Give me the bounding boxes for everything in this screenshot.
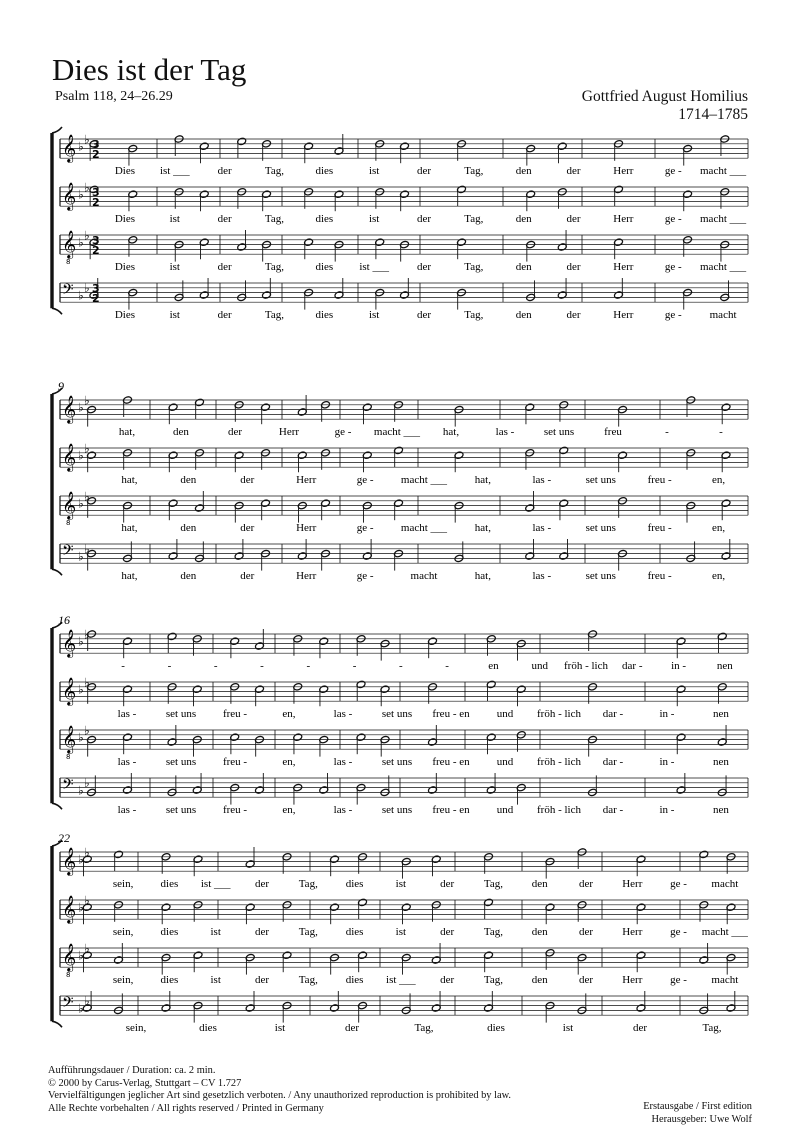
lyric-syllable: der	[344, 1022, 360, 1035]
lyric-syllable: macht ___	[700, 213, 747, 226]
lyric-syllable: dies	[199, 1022, 217, 1035]
lyric-syllable: set uns	[585, 474, 616, 487]
lyric-syllable: Tag,	[464, 261, 484, 274]
treble-clef: 𝄞	[62, 629, 77, 657]
lyric-syllable: en,	[711, 570, 726, 583]
lyric-syllable: Herr	[622, 974, 643, 987]
lyric-syllable: Herr	[613, 309, 634, 322]
lyric-syllable: las -	[117, 756, 137, 769]
lyric-syllable: der	[240, 522, 255, 535]
lyric-syllable: fröh - lich	[537, 804, 581, 817]
bracket-bottom-hook	[52, 803, 62, 809]
lyric-syllable: en,	[711, 522, 726, 535]
composer-name: Gottfried August Homilius	[581, 88, 748, 105]
lyric-syllable: Dies	[114, 165, 136, 178]
lyric-syllable: Tag,	[264, 261, 285, 274]
lyric-syllable: set uns	[381, 804, 413, 817]
lyric-syllable: macht	[410, 570, 438, 583]
lyric-syllable: ge -	[664, 165, 682, 178]
treble-clef: 𝄞	[62, 943, 77, 971]
lyric-syllable: freu - en	[432, 756, 470, 769]
measure-number: 16	[58, 613, 70, 627]
lyric-syllable: las -	[532, 570, 552, 583]
lyric-syllable: hat,	[118, 426, 136, 439]
lyric-syllable: der	[254, 974, 270, 987]
lyric-syllable: ge -	[356, 522, 374, 535]
lyric-syllable: der	[416, 213, 432, 226]
staff-voice-4	[60, 991, 748, 1034]
lyric-syllable: den	[531, 974, 548, 987]
lyric-syllable: las -	[495, 426, 515, 439]
lyric-syllable: hat,	[474, 570, 492, 583]
lyric-syllable: ge -	[664, 213, 682, 226]
measure-number: 22	[58, 831, 70, 845]
key-flat: ♭	[78, 1001, 84, 1016]
staff-voice-4	[60, 539, 748, 582]
lyric-syllable: Tag,	[483, 974, 503, 987]
lyric-syllable: las -	[117, 804, 137, 817]
lyric-syllable: -	[260, 660, 264, 673]
key-flat: ♭	[78, 900, 84, 915]
treble-clef: 𝄞	[62, 847, 77, 875]
lyric-syllable: hat,	[121, 522, 138, 535]
key-flat: ♭	[84, 941, 90, 956]
footer-editor: Herausgeber: Uwe Wolf	[651, 1113, 752, 1125]
lyric-syllable: der	[240, 570, 255, 583]
key-flat: ♭	[84, 281, 90, 296]
time-signature-top: 3	[92, 282, 100, 295]
footer-right	[643, 1101, 752, 1126]
lyric-syllable: den	[180, 522, 197, 535]
lyric-syllable: dies	[160, 926, 179, 939]
lyric-syllable: dies	[315, 165, 334, 178]
lyric-syllable: den	[180, 474, 197, 487]
time-signature-top: 3	[92, 138, 100, 151]
bracket-top-hook	[52, 127, 62, 133]
lyric-syllable: Herr	[278, 426, 300, 439]
lyric-syllable: las -	[117, 708, 137, 721]
lyric-syllable: den	[515, 261, 532, 274]
lyric-syllable: den	[180, 570, 197, 583]
lyric-syllable: sein,	[112, 926, 134, 939]
lyric-syllable: fröh - lich	[537, 756, 581, 769]
treble-clef: 𝄞	[62, 182, 77, 210]
key-flat: ♭	[84, 723, 90, 738]
lyric-syllable: dar -	[602, 804, 624, 817]
lyric-syllable: ist	[368, 309, 380, 322]
time-signature-top: 3	[92, 234, 100, 247]
lyric-syllable: freu -	[647, 522, 672, 535]
psalm-reference: Psalm 118, 24–26.29	[55, 89, 173, 104]
lyric-syllable: dies	[315, 261, 334, 274]
lyric-syllable: der	[578, 926, 594, 939]
footer-edition: Erstausgabe / First edition	[643, 1101, 752, 1112]
lyric-syllable: der	[578, 974, 594, 987]
lyric-syllable: Tag,	[702, 1022, 722, 1035]
lyric-syllable: den	[531, 926, 548, 939]
lyric-syllable: -	[399, 660, 403, 673]
bracket-bottom-hook	[52, 569, 62, 575]
lyric-syllable: en,	[282, 756, 296, 769]
lyric-syllable: ist	[169, 261, 180, 274]
staff-voice-3	[60, 489, 748, 534]
lyric-syllable: set uns	[165, 804, 197, 817]
lyric-syllable: Tag,	[464, 165, 484, 178]
staff-voice-1	[60, 393, 748, 438]
lyric-syllable: las -	[532, 474, 552, 487]
lyric-syllable: hat,	[474, 522, 492, 535]
composer-dates: 1714–1785	[678, 106, 748, 123]
key-flat: ♭	[84, 132, 90, 147]
treble-clef: 𝄞	[62, 395, 77, 423]
lyric-syllable: Tag,	[298, 974, 318, 987]
key-flat: ♭	[84, 489, 90, 504]
lyric-syllable: las -	[333, 804, 353, 817]
lyric-syllable: in -	[659, 756, 675, 769]
lyric-syllable: set uns	[543, 426, 575, 439]
lyric-syllable: macht ___	[700, 261, 747, 274]
lyric-syllable: der	[566, 165, 581, 178]
treble-clef: 𝄞	[62, 230, 77, 258]
lyric-syllable: der	[416, 165, 432, 178]
lyric-syllable: set uns	[381, 708, 413, 721]
bracket-bottom-hook	[52, 1021, 62, 1027]
lyric-syllable: Herr	[296, 474, 317, 487]
lyric-syllable: dar -	[622, 660, 643, 673]
lyric-syllable: ist	[274, 1022, 286, 1035]
lyric-syllable: dies	[160, 974, 179, 987]
lyric-syllable: hat,	[121, 570, 138, 583]
key-flat: ♭	[78, 400, 84, 415]
lyric-syllable: freu -	[647, 474, 672, 487]
lyric-syllable: -	[213, 660, 218, 673]
treble-clef: 𝄞	[62, 443, 77, 471]
lyric-syllable: ge -	[664, 309, 682, 322]
lyric-syllable: in -	[659, 804, 675, 817]
lyric-syllable: den	[515, 165, 532, 178]
lyric-syllable: Dies	[114, 261, 136, 274]
lyric-syllable: -	[306, 660, 311, 673]
lyric-syllable: nen	[713, 804, 729, 817]
lyric-syllable: freu -	[222, 756, 248, 769]
key-flat: ♭	[78, 187, 84, 202]
bass-clef: 𝄢	[62, 776, 74, 797]
lyric-syllable: Tag,	[298, 878, 318, 891]
key-flat: ♭	[84, 393, 90, 408]
lyric-syllable: der	[566, 261, 581, 274]
lyric-syllable: nen	[713, 756, 729, 769]
key-flat: ♭	[78, 852, 84, 867]
key-flat: ♭	[84, 441, 90, 456]
bass-clef: 𝄢	[62, 542, 74, 563]
lyric-syllable: in -	[659, 708, 675, 721]
lyric-syllable: den	[515, 309, 532, 322]
lyric-syllable: las -	[532, 522, 552, 535]
lyric-syllable: -	[352, 660, 357, 673]
lyric-syllable: der	[440, 974, 455, 987]
lyric-syllable: nen	[713, 708, 729, 721]
lyric-syllable: der	[217, 261, 232, 274]
footer-rights: Alle Rechte vorbehalten / All rights reserved / Printed in Germany	[48, 1102, 324, 1114]
lyric-syllable: Tag,	[264, 165, 285, 178]
key-flat: ♭	[78, 948, 84, 963]
lyric-syllable: der	[217, 213, 232, 226]
lyric-syllable: ist ___	[359, 261, 389, 274]
lyric-syllable: der	[566, 309, 581, 322]
lyric-syllable: dies	[160, 878, 179, 891]
system-1	[52, 127, 748, 321]
lyric-syllable: Herr	[622, 926, 643, 939]
octave-marker: 8	[66, 971, 71, 980]
lyric-syllable: macht	[711, 878, 739, 891]
lyric-syllable: set uns	[381, 756, 413, 769]
lyric-syllable: freu -	[222, 804, 248, 817]
lyric-syllable: en	[488, 660, 499, 673]
lyric-syllable: Tag,	[483, 926, 503, 939]
lyric-syllable: set uns	[585, 570, 616, 583]
lyric-syllable: ist	[169, 213, 180, 226]
lyric-syllable: ge -	[664, 261, 682, 274]
lyric-syllable: und	[496, 708, 514, 721]
system-3	[52, 613, 748, 816]
lyric-syllable: macht ___	[400, 474, 448, 487]
lyric-syllable: macht	[709, 309, 737, 322]
footer-reproduction-notice: Vervielfältigungen jeglicher Art sind gesetzlich verboten. / Any unauthorized reproduction is prohibited by law.	[48, 1090, 512, 1102]
lyric-syllable: -	[719, 426, 723, 439]
lyric-syllable: Tag,	[264, 309, 285, 322]
lyric-syllable: sein,	[112, 974, 134, 987]
lyric-syllable: der	[217, 309, 232, 322]
lyric-syllable: macht	[711, 974, 739, 987]
lyric-syllable: Tag,	[483, 878, 503, 891]
lyric-syllable: Herr	[296, 570, 317, 583]
lyric-syllable: hat,	[121, 474, 138, 487]
lyric-syllable: Herr	[296, 522, 317, 535]
treble-clef: 𝄞	[62, 725, 77, 753]
lyric-syllable: ist	[395, 926, 407, 939]
lyric-syllable: den	[531, 878, 548, 891]
lyric-syllable: Herr	[613, 165, 634, 178]
lyric-syllable: ist	[395, 878, 407, 891]
lyric-syllable: ist	[210, 926, 221, 939]
lyric-syllable: Tag,	[464, 213, 484, 226]
lyric-syllable: Tag,	[298, 926, 318, 939]
time-signature-bottom: 2	[92, 292, 100, 305]
octave-marker: 8	[66, 753, 71, 762]
lyric-syllable: dies	[315, 213, 334, 226]
staff-voice-1	[60, 845, 748, 890]
lyric-syllable: ge -	[670, 926, 687, 939]
lyric-syllable: macht ___	[400, 522, 448, 535]
staff-voice-3	[60, 723, 748, 768]
key-flat: ♭	[78, 496, 84, 511]
lyric-syllable: hat,	[442, 426, 460, 439]
staff-voice-2	[60, 180, 748, 225]
lyric-syllable: dar -	[602, 708, 624, 721]
staff-voice-2	[60, 441, 748, 486]
key-flat: ♭	[78, 549, 84, 564]
key-flat: ♭	[84, 542, 90, 557]
lyric-syllable: fröh - lich	[537, 708, 581, 721]
staff-voice-2	[60, 675, 748, 720]
lyric-syllable: der	[416, 309, 432, 322]
key-flat: ♭	[78, 235, 84, 250]
lyric-syllable: ist	[562, 1022, 574, 1035]
key-flat: ♭	[84, 180, 90, 195]
lyric-syllable: sein,	[112, 878, 134, 891]
lyric-syllable: -	[167, 660, 172, 673]
time-signature-bottom: 2	[92, 196, 100, 209]
lyric-syllable: der	[440, 926, 455, 939]
lyric-syllable: freu	[604, 426, 622, 439]
key-flat: ♭	[78, 288, 84, 303]
treble-clef: 𝄞	[62, 895, 77, 923]
lyric-syllable: ge -	[356, 570, 374, 583]
lyric-syllable: en,	[282, 804, 296, 817]
lyric-syllable: den	[173, 426, 189, 439]
lyric-syllable: dar -	[602, 756, 624, 769]
octave-marker: 8	[66, 258, 71, 267]
lyric-syllable: macht ___	[373, 426, 421, 439]
lyric-syllable: in -	[671, 660, 687, 673]
lyric-syllable: hat,	[474, 474, 492, 487]
lyric-syllable: der	[440, 878, 455, 891]
lyric-syllable: -	[121, 660, 125, 673]
lyric-syllable: Dies	[114, 213, 136, 226]
key-flat: ♭	[84, 776, 90, 791]
key-flat: ♭	[84, 994, 90, 1009]
key-flat: ♭	[78, 783, 84, 798]
lyric-syllable: der	[217, 165, 232, 178]
lyric-syllable: en,	[711, 474, 726, 487]
lyric-syllable: ist ___	[200, 878, 231, 891]
lyric-syllable: ist	[210, 974, 221, 987]
staff-voice-1	[60, 627, 748, 672]
lyric-syllable: dies	[345, 974, 364, 987]
octave-marker: 8	[66, 519, 71, 528]
lyric-syllable: freu -	[647, 570, 672, 583]
lyric-syllable: macht ___	[701, 926, 748, 939]
lyric-syllable: dies	[345, 878, 364, 891]
lyric-syllable: der	[632, 1022, 648, 1035]
system-4	[52, 831, 748, 1034]
time-signature-bottom: 2	[92, 244, 100, 257]
lyric-syllable: ist ___	[159, 165, 190, 178]
key-flat: ♭	[84, 228, 90, 243]
lyric-syllable: freu - en	[432, 708, 470, 721]
key-flat: ♭	[78, 730, 84, 745]
key-flat: ♭	[84, 893, 90, 908]
lyric-syllable: set uns	[165, 708, 197, 721]
lyric-syllable: set uns	[165, 756, 197, 769]
lyric-syllable: Tag,	[464, 309, 484, 322]
lyric-syllable: ge -	[356, 474, 374, 487]
lyric-syllable: Tag,	[414, 1022, 434, 1035]
key-flat: ♭	[84, 845, 90, 860]
lyric-syllable: Tag,	[264, 213, 285, 226]
time-signature-bottom: 2	[92, 148, 100, 161]
lyric-syllable: und	[531, 660, 548, 673]
lyric-syllable: fröh - lich	[564, 660, 608, 673]
lyric-syllable: der	[578, 878, 594, 891]
lyric-syllable: ge -	[670, 974, 687, 987]
key-flat: ♭	[78, 448, 84, 463]
key-flat: ♭	[84, 627, 90, 642]
lyric-syllable: -	[665, 426, 669, 439]
piece-title: Dies ist der Tag	[52, 52, 247, 87]
lyric-syllable: freu - en	[432, 804, 470, 817]
system-2	[52, 379, 748, 582]
lyric-syllable: nen	[716, 660, 733, 673]
measure-number: 9	[58, 379, 64, 393]
time-signature-top: 3	[92, 186, 100, 199]
lyric-syllable: -	[445, 660, 449, 673]
treble-clef: 𝄞	[62, 491, 77, 519]
footer-left	[48, 1065, 511, 1115]
staff-voice-1	[60, 132, 748, 177]
bracket-bottom-hook	[52, 308, 62, 314]
lyric-syllable: der	[240, 474, 255, 487]
lyric-syllable: ist	[368, 165, 380, 178]
lyric-syllable: freu -	[222, 708, 248, 721]
lyric-syllable: Herr	[613, 261, 634, 274]
bass-clef: 𝄢	[62, 281, 74, 302]
lyric-syllable: ist	[368, 213, 380, 226]
lyric-syllable: macht ___	[700, 165, 747, 178]
footer-duration: Aufführungsdauer / Duration: ca. 2 min.	[48, 1065, 216, 1076]
lyric-syllable: set uns	[585, 522, 616, 535]
key-flat: ♭	[84, 675, 90, 690]
treble-clef: 𝄞	[62, 134, 77, 162]
lyric-syllable: sein,	[125, 1022, 147, 1035]
staff-voice-4	[60, 773, 748, 816]
lyric-syllable: ist ___	[386, 974, 416, 987]
lyric-syllable: ge -	[670, 878, 687, 891]
key-flat: ♭	[78, 139, 84, 154]
bass-clef: 𝄢	[62, 994, 74, 1015]
key-flat: ♭	[78, 634, 84, 649]
lyric-syllable: und	[496, 804, 514, 817]
lyric-syllable: der	[416, 261, 432, 274]
footer-copyright: © 2000 by Carus-Verlag, Stuttgart – CV 1.727	[48, 1077, 242, 1089]
lyric-syllable: ge -	[334, 426, 352, 439]
lyric-syllable: Herr	[613, 213, 634, 226]
lyric-syllable: dies	[487, 1022, 505, 1035]
lyric-syllable: der	[254, 926, 270, 939]
staff-voice-4	[60, 278, 748, 321]
key-flat: ♭	[78, 682, 84, 697]
staff-voice-2	[60, 893, 748, 938]
staff-voice-3	[60, 228, 748, 273]
lyric-syllable: der	[254, 878, 270, 891]
lyric-syllable: dies	[315, 309, 334, 322]
lyric-syllable: der	[227, 426, 243, 439]
lyric-syllable: Dies	[114, 309, 136, 322]
lyric-syllable: der	[566, 213, 581, 226]
lyric-syllable: und	[496, 756, 514, 769]
staff-voice-3	[60, 941, 748, 986]
treble-clef: 𝄞	[62, 677, 77, 705]
lyric-syllable: den	[515, 213, 532, 226]
lyric-syllable: las -	[333, 756, 353, 769]
lyric-syllable: dies	[345, 926, 364, 939]
lyric-syllable: en,	[282, 708, 296, 721]
lyric-syllable: las -	[333, 708, 353, 721]
lyric-syllable: Herr	[622, 878, 643, 891]
lyric-syllable: ist	[169, 309, 180, 322]
